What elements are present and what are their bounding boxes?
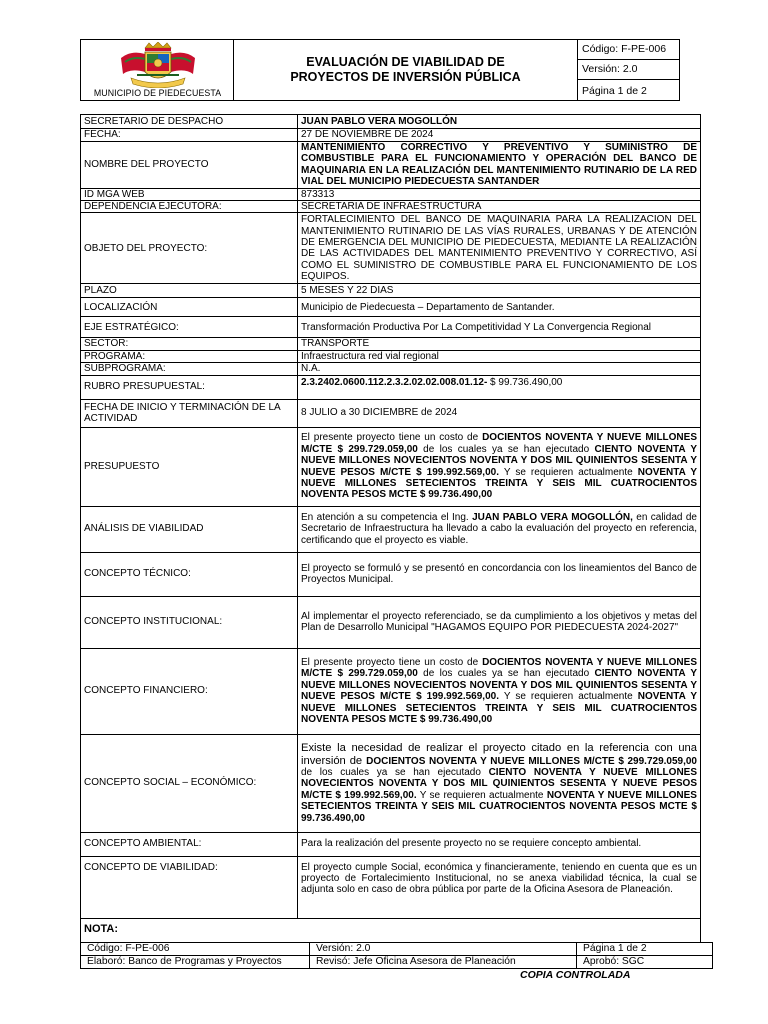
- table-row: [81, 317, 701, 338]
- table-row: [81, 298, 701, 317]
- row-label: ID MGA WEB: [81, 188, 298, 200]
- financiero-value: [298, 648, 701, 734]
- table-row: [81, 832, 701, 856]
- table-row: [81, 375, 701, 399]
- analisis-value: [298, 506, 701, 552]
- footer-aprobo: Aprobó: SGC: [577, 956, 713, 969]
- viabilidad-value: El proyecto cumple Social, económica y financieramente, teniendo en cuenta que es un proyecto de Fortalecimiento Institucional, no se anexa viabilidad técnica, la cual se adjunta solo en caso de obra pública por parte de la Oficina Asesora de Planeación.: [298, 856, 701, 918]
- title-line-2: PROYECTOS DE INVERSIÓN PÚBLICA: [290, 70, 521, 84]
- row-label: OBJETO DEL PROYECTO:: [81, 213, 298, 284]
- table-row: [81, 427, 701, 506]
- controlled-copy-label: COPIA CONTROLADA: [520, 969, 631, 981]
- objeto-value: FORTALECIMIENTO DEL BANCO DE MAQUINARIA PARA LA REALIZACION DEL MANTENIMIENTO RUTINARIO DE LAS VÍAS RURALES, URBANAS Y DE ATENCIÓN DE EMERGENCIA DEL MUNICIPIO DE PIEDECUESTA, MEDIANTE LA REALIZACIÓN DE LAS ACTIVIDADES DEL MANTENIMIENTO PREVENTIVO Y CORRECTIVO, ASÍ COMO EL SUMINISTRO DE COMBUSTIBLE PARA EL FUNCIONAMIENTO DE LOS EQUIPOS.: [298, 213, 701, 284]
- document-header: [80, 39, 680, 101]
- eje-value: Transformación Productiva Por La Competitividad Y La Convergencia Regional: [298, 317, 701, 338]
- row-label: PROGRAMA:: [81, 350, 298, 362]
- table-row: [81, 596, 701, 648]
- row-label: CONCEPTO SOCIAL – ECONÓMICO:: [81, 734, 298, 832]
- footer-row: [81, 956, 713, 969]
- table-row: [81, 129, 701, 142]
- tecnico-value: El proyecto se formuló y se presentó en concordancia con los lineamientos del Banco de Proyectos Municipal.: [298, 552, 701, 596]
- row-label: PLAZO: [81, 284, 298, 298]
- text-run-bold: JUAN PABLO VERA MOGOLLÓN,: [472, 512, 633, 524]
- text-run-bold: NOVENTA Y NUEVE MILLONES SETECIENTOS TREINTA Y SEIS MIL CUATROCIENTOS NOVENTA PESOS MCTE $ 99.736.490,00: [301, 789, 697, 824]
- header-meta: [578, 40, 679, 100]
- footer-page: Página 1 de 2: [577, 943, 713, 956]
- nota-label: NOTA:: [81, 918, 701, 942]
- fecha-value: 27 DE NOVIEMBRE DE 2024: [298, 129, 701, 142]
- localizacion-value: Municipio de Piedecuesta – Departamento de Santander.: [298, 298, 701, 317]
- document-footer: [80, 942, 713, 969]
- text-run: El presente proyecto tiene un costo de: [301, 656, 483, 668]
- programa-value: Infraestructura red vial regional: [298, 350, 701, 362]
- plazo-value: 5 MESES Y 22 DIAS: [298, 284, 701, 298]
- title-line-1: EVALUACIÓN DE VIABILIDAD DE: [306, 55, 505, 69]
- text-run-bold: DOCIENTOS NOVENTA Y NUEVE MILLONES M/CTE $ 299.729.059,00: [366, 755, 697, 767]
- secretario-value: JUAN PABLO VERA MOGOLLÓN: [298, 115, 701, 129]
- municipal-coat-of-arms-icon: [117, 42, 199, 88]
- sector-value: TRANSPORTE: [298, 338, 701, 350]
- table-row: [81, 734, 701, 832]
- dependencia-value: SECRETARIA DE INFRAESTRUCTURA: [298, 201, 701, 213]
- table-row: [81, 552, 701, 596]
- footer-code: Código: F-PE-006: [81, 943, 310, 956]
- table-row: [81, 399, 701, 427]
- row-label: CONCEPTO FINANCIERO:: [81, 648, 298, 734]
- table-row: [81, 213, 701, 284]
- footer-elaboro: Elaboró: Banco de Programas y Proyectos: [81, 956, 310, 969]
- rubro-code: 2.3.2402.0600.112.2.3.2.02.02.008.01.12-: [301, 376, 488, 388]
- rubro-amount: $ 99.736.490,00: [487, 376, 563, 388]
- header-version: Versión: 2.0: [578, 60, 679, 80]
- row-label: SECRETARIO DE DESPACHO: [81, 115, 298, 129]
- row-label: ANÁLISIS DE VIABILIDAD: [81, 506, 298, 552]
- text-run-bold: CIENTO NOVENTA Y NUEVE MILLONES NOVECIENTOS NOVENTA Y DOS MIL QUINIENTOS SESENTA Y NUEVE PESOS M/CTE $ 199.992.569,00.: [301, 767, 697, 801]
- row-label: CONCEPTO TÉCNICO:: [81, 552, 298, 596]
- subprograma-value: N.A.: [298, 363, 701, 375]
- id-mga-value: 873313: [298, 188, 701, 200]
- nombre-proyecto-value: MANTENIMIENTO CORRECTIVO Y PREVENTIVO Y SUMINISTRO DE COMBUSTIBLE PARA EL FUNCIONAMIENTO Y OPERACIÓN DEL BANCO DE MAQUINARIA EN LA REALIZACIÓN DEL MANTENIMIENTO RUTINARIO DE LA RED VIAL DEL MUNICIPIO PIEDECUESTA SANTANDER: [298, 142, 701, 189]
- presupuesto-value: [298, 427, 701, 506]
- institucional-value: Al implementar el proyecto referenciado, se da cumplimiento a los objetivos y metas del Plan de Desarrollo Municipal "HAGAMOS EQUIPO POR PIEDECUESTA 2024-2027": [298, 596, 701, 648]
- document-title: [234, 40, 578, 100]
- row-label: CONCEPTO DE VIABILIDAD:: [81, 856, 298, 918]
- table-row: [81, 201, 701, 213]
- table-row: [81, 142, 701, 189]
- row-label: CONCEPTO INSTITUCIONAL:: [81, 596, 298, 648]
- header-code: Código: F-PE-006: [578, 40, 679, 60]
- text-run: Y se requieren actualmente: [498, 691, 638, 703]
- table-row: [81, 115, 701, 129]
- text-run-bold: NOVENTA Y NUEVE MILLONES SETECIENTOS TREINTA Y SEIS MIL CUATROCIENTOS NOVENTA PESOS MCTE $ 99.736.490,00: [301, 466, 698, 501]
- row-label: LOCALIZACIÓN: [81, 298, 298, 317]
- table-row: [81, 284, 701, 298]
- table-row: [81, 363, 701, 375]
- text-run: En atención a su competencia el Ing.: [301, 512, 473, 524]
- table-row: [81, 188, 701, 200]
- social-economico-value: [298, 734, 701, 832]
- fechas-actividad-value: 8 JULIO a 30 DICIEMBRE de 2024: [298, 399, 701, 427]
- row-label: CONCEPTO AMBIENTAL:: [81, 832, 298, 856]
- evaluation-table: [80, 114, 701, 943]
- footer-row: [81, 943, 713, 956]
- row-label: FECHA DE INICIO Y TERMINACIÓN DE LA ACTIVIDAD: [81, 399, 298, 427]
- ambiental-value: Para la realización del presente proyecto no se requiere concepto ambiental.: [298, 832, 701, 856]
- municipality-name: MUNICIPIO DE PIEDECUESTA: [93, 88, 222, 98]
- text-run-bold: CIENTO NOVENTA Y NUEVE MILLONES NOVECIENTOS NOVENTA Y DOS MIL QUINIENTOS SESENTA Y NUEVE PESOS M/CTE $ 199.992.569,00.: [301, 668, 697, 703]
- row-label: NOMBRE DEL PROYECTO: [81, 142, 298, 189]
- row-label: EJE ESTRATÉGICO:: [81, 317, 298, 338]
- text-run-bold: NOVENTA Y NUEVE MILLONES SETECIENTOS TREINTA Y SEIS MIL CUATROCIENTOS NOVENTA PESOS MCTE $ 99.736.490,00: [301, 691, 698, 725]
- table-row: [81, 648, 701, 734]
- row-label: RUBRO PRESUPUESTAL:: [81, 375, 298, 399]
- header-page: Página 1 de 2: [582, 85, 647, 97]
- text-run: de los cuales ya se han ejecutado: [417, 668, 595, 680]
- row-label: SECTOR:: [81, 338, 298, 350]
- footer-version: Versión: 2.0: [310, 943, 577, 956]
- text-run: de los cuales ya se han ejecutado: [301, 767, 489, 779]
- row-label: PRESUPUESTO: [81, 427, 298, 506]
- text-run: Y se requieren actualmente: [416, 789, 547, 801]
- text-run-bold: DOCIENTOS NOVENTA Y NUEVE MILLONES M/CTE $ 299.729.059,00: [301, 656, 697, 680]
- table-row: [81, 856, 701, 918]
- logo-cell: [81, 40, 234, 100]
- text-run: El presente proyecto tiene un costo de: [301, 432, 483, 444]
- text-run-bold: CIENTO NOVENTA Y NUEVE MILLONES NOVECIENTOS NOVENTA Y DOS MIL QUINIENTOS SESENTA Y NUEVE PESOS M/CTE $ 199.992.569,00.: [301, 443, 697, 478]
- text-run: Existe la necesidad de realizar el proyecto citado en la referencia con una inversión de: [301, 742, 697, 767]
- footer-reviso: Revisó: Jefe Oficina Asesora de Planeación: [310, 956, 577, 969]
- table-row: [81, 350, 701, 362]
- table-row: [81, 918, 701, 942]
- table-row: [81, 506, 701, 552]
- table-row: [81, 338, 701, 350]
- text-run: en calidad de Secretario de Infraestructura ha llevado a cabo la evaluación del proyecto en referencia, certificando que el proyecto es viable.: [301, 512, 697, 546]
- rubro-value: [298, 375, 701, 399]
- text-run-bold: DOCIENTOS NOVENTA Y NUEVE MILLONES M/CTE $ 299.729.059,00: [301, 432, 697, 455]
- row-label: FECHA:: [81, 129, 298, 142]
- row-label: SUBPROGRAMA:: [81, 363, 298, 375]
- text-run: Y se requieren actualmente: [498, 466, 638, 478]
- row-label: DEPENDENCIA EJECUTORA:: [81, 201, 298, 213]
- text-run: de los cuales ya se han ejecutado: [417, 443, 595, 455]
